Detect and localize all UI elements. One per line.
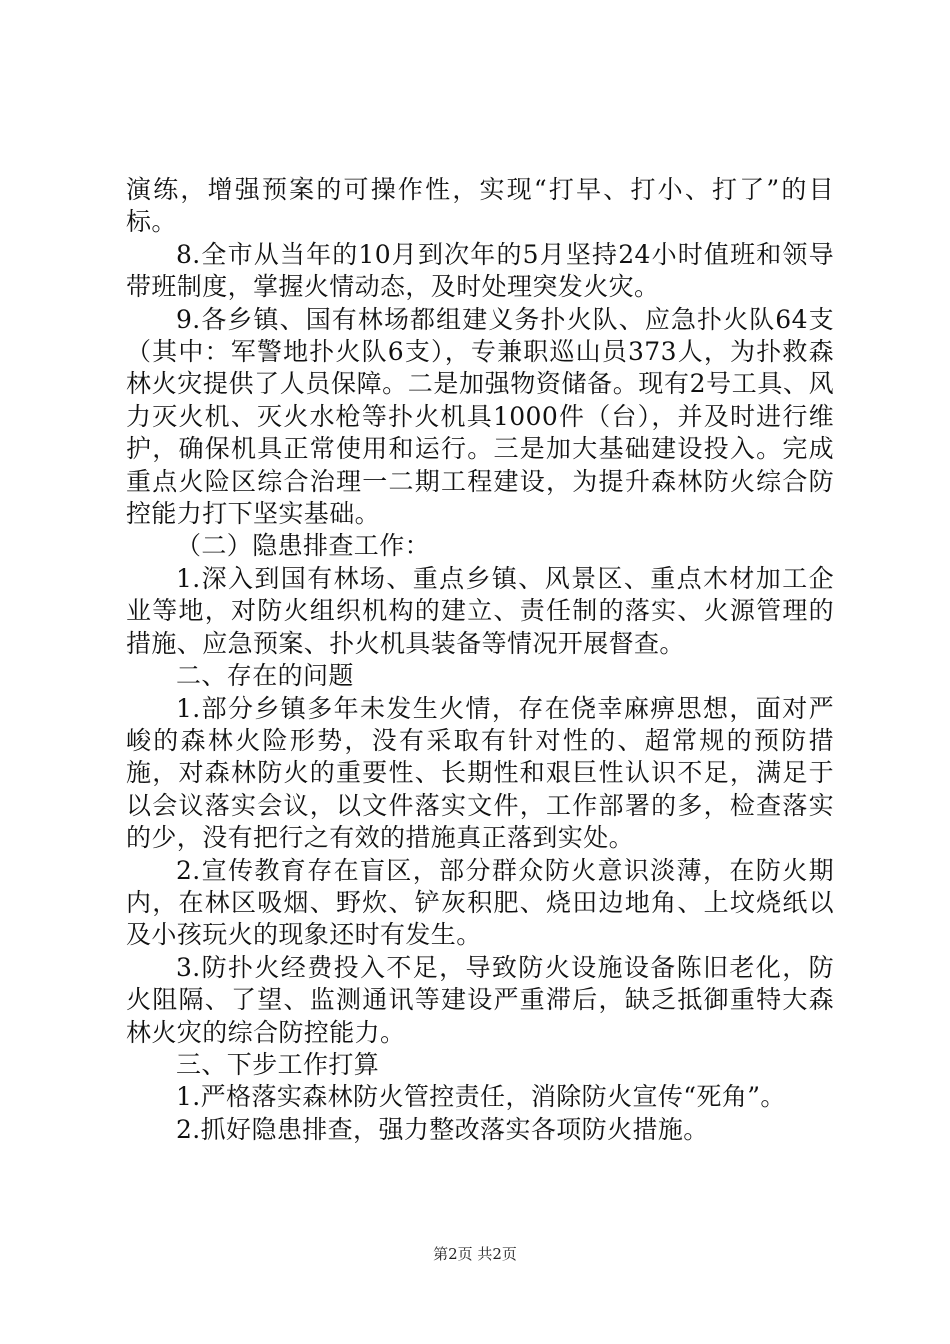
paragraph-next-step-1: 1.严格落实森林防火管控责任，消除防火宣传“死角”。 (176, 1082, 786, 1112)
section-heading-problems: 二、存在的问题 (176, 661, 354, 691)
paragraph-problem-2: 2.宣传教育存在盲区，部分群众防火意识淡薄，在防火期内，在林区吸烟、野炊、铲灰积肥、烧田边地角、上坟烧纸以及小孩玩火的现象还时有发生。 (126, 855, 834, 950)
paragraph-problem-3: 3.防扑火经费投入不足，导致防火设施设备陈旧老化，防火阻隔、了望、监测通讯等建设严重滞后，缺乏抵御重特大森林火灾的综合防控能力。 (126, 952, 834, 1047)
page-footer (0, 1243, 950, 1264)
paragraph-item-9-teams: 9.各乡镇、国有林场都组建义务扑火队、应急扑火队64支（其中：军警地扑火队6支），专兼职巡山员373人，为扑救森林火灾提供了人员保障。二是加强物资储备。现有2号工具、风力灭火机、灭火水枪等扑火机具1000件（台），并及时进行维护，确保机具正常使用和运行。三是加大基础建设投入。完成重点火险区综合治理一二期工程建设，为提升森林防火综合防控能力打下坚实基础。 (126, 304, 834, 529)
section-heading-next-steps: 三、下步工作打算 (176, 1049, 380, 1079)
page-number-label: 第2页 共2页 (433, 1245, 517, 1263)
document-body (126, 174, 834, 1146)
paragraph-item-8-duty: 8.全市从当年的10月到次年的5月坚持24小时值班和领导带班制度，掌握火情动态，及时处理突发火灾。 (126, 239, 834, 302)
paragraph-next-step-2: 2.抓好隐患排查，强力整改落实各项防火措施。 (176, 1114, 709, 1144)
paragraph-problem-1: 1.部分乡镇多年未发生火情，存在侥幸麻痹思想，面对严峻的森林火险形势，没有采取有针对性的、超常规的预防措施，对森林防火的重要性、长期性和艰巨性认识不足，满足于以会议落实会议，以文件落实文件，工作部署的多，检查落实的少，没有把行之有效的措施真正落到实处。 (126, 693, 834, 853)
paragraph-drill-target: 演练，增强预案的可操作性，实现“打早、打小、打了”的目标。 (126, 175, 834, 237)
paragraph-inspection: 1.深入到国有林场、重点乡镇、风景区、重点木材加工企业等地，对防火组织机构的建立、责任制的落实、火源管理的措施、应急预案、扑火机具装备等情况开展督查。 (126, 563, 834, 658)
section-heading-hazard-check: （二）隐患排查工作： (176, 531, 431, 561)
